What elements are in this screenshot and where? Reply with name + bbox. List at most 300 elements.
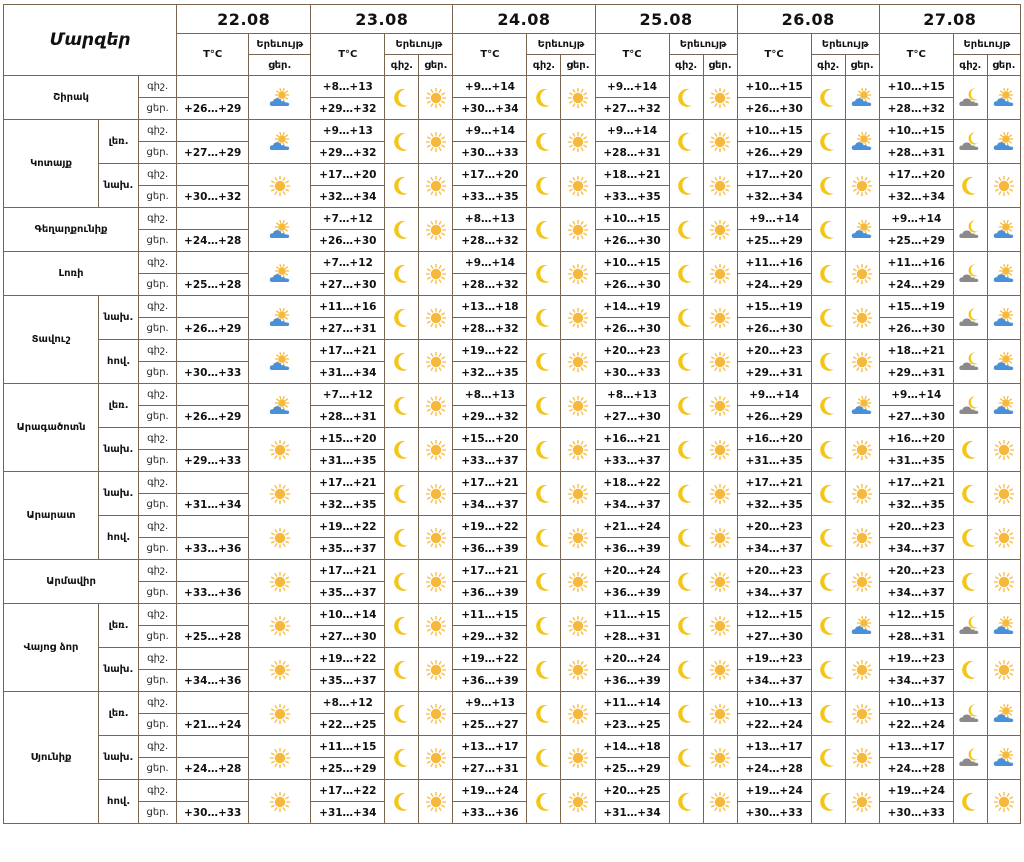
temperature: +8…+13 (595, 384, 669, 406)
weather-cell (561, 516, 595, 560)
temperature: +36…+39 (453, 538, 527, 560)
weather-cell (953, 340, 987, 384)
temperature: +30…+33 (177, 362, 249, 384)
moon-icon (954, 175, 987, 197)
weather-cell (703, 648, 737, 692)
moon-cloud-icon (954, 615, 987, 637)
sun-icon (704, 483, 737, 505)
temperature: +24…+28 (737, 758, 811, 780)
moon-icon (385, 175, 418, 197)
temperature: +31…+35 (879, 450, 953, 472)
table-header (4, 5, 1021, 76)
moon-icon (812, 219, 845, 241)
temperature: +33…+35 (595, 186, 669, 208)
weather-cell (987, 208, 1020, 252)
moon-icon (385, 263, 418, 285)
table-row (4, 472, 1021, 494)
temperature: +19…+22 (311, 516, 385, 538)
sun-cloud-icon (249, 351, 310, 373)
moon-icon (812, 747, 845, 769)
temperature: +27…+31 (311, 318, 385, 340)
temperature: +20…+24 (595, 560, 669, 582)
temperature: +9…+13 (453, 692, 527, 714)
temperature: +34…+37 (879, 582, 953, 604)
sun-icon (704, 263, 737, 285)
sun-icon (704, 703, 737, 725)
time-of-day: գիշ. (139, 648, 177, 670)
region-name: Սյունիք (4, 692, 99, 824)
subzone-name: լեռ. (99, 692, 139, 736)
temperature: +22…+24 (737, 714, 811, 736)
sun-icon (561, 747, 594, 769)
region-name: Արագածոտն (4, 384, 99, 472)
date-header: 22.08 (177, 5, 311, 34)
moon-icon (812, 307, 845, 329)
temp-header: T°C (177, 34, 249, 76)
weather-cell (561, 604, 595, 648)
moon-icon (527, 131, 560, 153)
subzone-name: լեռ. (99, 120, 139, 164)
temperature: +28…+31 (879, 142, 953, 164)
weather-cell (953, 252, 987, 296)
temperature: +17…+21 (311, 560, 385, 582)
weather-cell (385, 472, 419, 516)
subzone-name: նախ. (99, 296, 139, 340)
time-of-day: ցեր. (139, 758, 177, 780)
weather-cell (249, 428, 311, 472)
region-name: Գեղարքունիք (4, 208, 139, 252)
sun-icon (249, 703, 310, 725)
table-row (4, 252, 1021, 274)
weather-cell (953, 208, 987, 252)
day-subheader: ցեր. (987, 55, 1020, 76)
weather-cell (249, 340, 311, 384)
moon-icon (812, 175, 845, 197)
weather-cell (385, 428, 419, 472)
temperature: +34…+37 (879, 538, 953, 560)
weather-cell (811, 428, 845, 472)
time-of-day: գիշ. (139, 252, 177, 274)
temperature: +34…+37 (737, 538, 811, 560)
date-header: 26.08 (737, 5, 879, 34)
table-row (4, 296, 1021, 318)
temperature: +15…+20 (453, 428, 527, 450)
weather-cell (419, 208, 453, 252)
time-of-day: ցեր. (139, 362, 177, 384)
time-of-day: ցեր. (139, 98, 177, 120)
sun-cloud-icon (988, 131, 1020, 153)
weather-cell (953, 428, 987, 472)
sun-cloud-icon (988, 219, 1020, 241)
moon-icon (954, 791, 987, 813)
temperature: +32…+34 (311, 186, 385, 208)
table-row (4, 76, 1021, 98)
weather-cell (987, 560, 1020, 604)
temperature: +20…+23 (737, 560, 811, 582)
moon-icon (670, 395, 703, 417)
sun-icon (419, 747, 452, 769)
phenomena-header: Երեւույթ (249, 34, 311, 55)
temperature: +29…+31 (879, 362, 953, 384)
weather-cell (249, 648, 311, 692)
temperature: +33…+37 (595, 450, 669, 472)
temperature: +28…+32 (453, 318, 527, 340)
temperature: +32…+35 (453, 362, 527, 384)
moon-icon (954, 571, 987, 593)
weather-cell (527, 780, 561, 824)
temperature: +30…+34 (453, 98, 527, 120)
weather-cell (249, 384, 311, 428)
weather-cell (385, 208, 419, 252)
temperature: +14…+18 (595, 736, 669, 758)
weather-cell (385, 164, 419, 208)
temperature: +11…+15 (595, 604, 669, 626)
sun-icon (561, 483, 594, 505)
temperature: +19…+22 (453, 340, 527, 362)
sun-cloud-icon (846, 131, 879, 153)
weather-cell (703, 76, 737, 120)
temperature: +20…+23 (595, 340, 669, 362)
weather-cell (527, 208, 561, 252)
temperature: +17…+20 (737, 164, 811, 186)
time-of-day: ցեր. (139, 670, 177, 692)
moon-icon (670, 439, 703, 461)
sun-icon (846, 571, 879, 593)
moon-icon (812, 87, 845, 109)
temperature: +10…+14 (311, 604, 385, 626)
weather-cell (703, 208, 737, 252)
weather-cell (845, 340, 879, 384)
weather-cell (249, 516, 311, 560)
moon-icon (385, 791, 418, 813)
date-header: 27.08 (879, 5, 1020, 34)
moon-icon (812, 527, 845, 549)
table-row (4, 560, 1021, 582)
day-subheader: ցեր. (561, 55, 595, 76)
weather-cell (527, 384, 561, 428)
temperature: +9…+14 (737, 208, 811, 230)
moon-icon (527, 439, 560, 461)
temperature: +23…+25 (595, 714, 669, 736)
moon-icon (670, 351, 703, 373)
weather-cell (527, 164, 561, 208)
time-of-day: ցեր. (139, 626, 177, 648)
temperature: +33…+36 (177, 582, 249, 604)
weather-cell (811, 76, 845, 120)
subzone-name: նախ. (99, 472, 139, 516)
sun-icon (419, 351, 452, 373)
time-of-day: ցեր. (139, 318, 177, 340)
weather-cell (987, 384, 1020, 428)
temperature: +7…+12 (311, 384, 385, 406)
sun-cloud-icon (988, 351, 1020, 373)
moon-icon (670, 131, 703, 153)
weather-cell (527, 252, 561, 296)
temperature: +8…+13 (453, 384, 527, 406)
sun-icon (704, 659, 737, 681)
time-of-day: ցեր. (139, 802, 177, 824)
table-row (4, 648, 1021, 670)
time-of-day: գիշ. (139, 120, 177, 142)
sun-icon (419, 527, 452, 549)
temperature: +34…+37 (737, 582, 811, 604)
weather-cell (845, 76, 879, 120)
weather-cell (987, 120, 1020, 164)
temperature (177, 340, 249, 362)
moon-icon (670, 703, 703, 725)
temperature (177, 516, 249, 538)
temperature: +31…+35 (737, 450, 811, 472)
temperature: +10…+13 (879, 692, 953, 714)
temperature: +28…+31 (595, 626, 669, 648)
temperature: +28…+31 (595, 142, 669, 164)
region-name: Շիրակ (4, 76, 139, 120)
temperature (177, 736, 249, 758)
sun-icon (419, 439, 452, 461)
sun-icon (419, 483, 452, 505)
moon-icon (954, 439, 987, 461)
weather-cell (953, 692, 987, 736)
sun-icon (419, 791, 452, 813)
sun-icon (249, 615, 310, 637)
moon-cloud-icon (954, 263, 987, 285)
moon-cloud-icon (954, 703, 987, 725)
weather-cell (527, 296, 561, 340)
moon-cloud-icon (954, 219, 987, 241)
weather-cell (527, 516, 561, 560)
temperature: +24…+29 (879, 274, 953, 296)
weather-cell (249, 120, 311, 164)
weather-cell (987, 428, 1020, 472)
sun-icon (249, 659, 310, 681)
weather-cell (561, 120, 595, 164)
sun-cloud-icon (988, 263, 1020, 285)
weather-cell (419, 428, 453, 472)
date-header: 24.08 (453, 5, 595, 34)
temperature: +20…+23 (879, 560, 953, 582)
region-name: Վայոց ձոր (4, 604, 99, 692)
weather-cell (703, 560, 737, 604)
moon-icon (527, 307, 560, 329)
weather-cell (703, 296, 737, 340)
weather-cell (811, 472, 845, 516)
temperature: +26…+30 (595, 274, 669, 296)
moon-icon (527, 527, 560, 549)
sun-icon (561, 615, 594, 637)
temperature: +36…+39 (453, 582, 527, 604)
sun-icon (419, 395, 452, 417)
temperature: +33…+35 (453, 186, 527, 208)
weather-cell (669, 296, 703, 340)
weather-cell (419, 604, 453, 648)
weather-cell (561, 692, 595, 736)
weather-cell (385, 692, 419, 736)
forecast-table (3, 4, 1021, 824)
weather-cell (669, 736, 703, 780)
weather-cell (703, 472, 737, 516)
temperature: +17…+20 (453, 164, 527, 186)
temperature: +28…+31 (311, 406, 385, 428)
table-row (4, 516, 1021, 538)
weather-cell (845, 428, 879, 472)
temperature: +17…+21 (737, 472, 811, 494)
temperature (177, 76, 249, 98)
sun-icon (846, 703, 879, 725)
region-name: Տավուշ (4, 296, 99, 384)
weather-cell (953, 384, 987, 428)
temp-header: T°C (311, 34, 385, 76)
temperature: +34…+36 (177, 670, 249, 692)
temperature: +27…+29 (177, 142, 249, 164)
night-subheader: գիշ. (811, 55, 845, 76)
weather-cell (953, 648, 987, 692)
subzone-name: հով. (99, 780, 139, 824)
moon-icon (385, 351, 418, 373)
temperature: +26…+29 (177, 318, 249, 340)
temperature: +13…+17 (453, 736, 527, 758)
region-name: Լոռի (4, 252, 139, 296)
temp-header: T°C (595, 34, 669, 76)
temperature: +21…+24 (177, 714, 249, 736)
sun-cloud-icon (988, 87, 1020, 109)
moon-icon (670, 791, 703, 813)
sun-icon (419, 131, 452, 153)
temperature: +24…+29 (737, 274, 811, 296)
moon-icon (670, 175, 703, 197)
moon-icon (385, 527, 418, 549)
temperature: +29…+32 (453, 406, 527, 428)
temperature: +15…+20 (311, 428, 385, 450)
weather-cell (561, 384, 595, 428)
sun-icon (561, 571, 594, 593)
temperature: +18…+21 (879, 340, 953, 362)
time-of-day: գիշ. (139, 516, 177, 538)
temperature: +30…+33 (879, 802, 953, 824)
time-of-day: գիշ. (139, 340, 177, 362)
moon-icon (670, 747, 703, 769)
sun-icon (704, 307, 737, 329)
weather-cell (811, 560, 845, 604)
moon-icon (812, 131, 845, 153)
weather-cell (561, 164, 595, 208)
temperature: +7…+12 (311, 208, 385, 230)
sun-icon (249, 747, 310, 769)
temperature (177, 164, 249, 186)
sun-icon (561, 659, 594, 681)
sun-icon (249, 791, 310, 813)
weather-cell (385, 340, 419, 384)
temperature: +25…+29 (311, 758, 385, 780)
sun-icon (846, 439, 879, 461)
time-of-day: ցեր. (139, 406, 177, 428)
temperature: +26…+30 (737, 318, 811, 340)
sun-cloud-icon (249, 395, 310, 417)
sun-cloud-icon (988, 615, 1020, 637)
moon-icon (527, 791, 560, 813)
temp-header: T°C (453, 34, 527, 76)
temperature (177, 472, 249, 494)
weather-cell (561, 736, 595, 780)
weather-cell (953, 736, 987, 780)
sun-icon (419, 307, 452, 329)
weather-cell (561, 428, 595, 472)
sun-icon (988, 527, 1020, 549)
temperature: +36…+39 (595, 670, 669, 692)
sun-cloud-icon (846, 615, 879, 637)
weather-cell (419, 736, 453, 780)
weather-cell (669, 648, 703, 692)
weather-cell (845, 604, 879, 648)
temperature: +10…+15 (737, 120, 811, 142)
temperature: +22…+24 (879, 714, 953, 736)
temperature: +27…+30 (737, 626, 811, 648)
sun-cloud-icon (988, 395, 1020, 417)
weather-cell (703, 340, 737, 384)
sun-icon (419, 659, 452, 681)
temperature (177, 648, 249, 670)
weather-cell (385, 780, 419, 824)
temperature: +16…+20 (737, 428, 811, 450)
weather-cell (385, 252, 419, 296)
sun-cloud-icon (249, 131, 310, 153)
temperature (177, 780, 249, 802)
sun-icon (846, 527, 879, 549)
moon-icon (385, 395, 418, 417)
weather-cell (561, 560, 595, 604)
sun-cloud-icon (249, 87, 310, 109)
sun-icon (704, 791, 737, 813)
weather-cell (527, 428, 561, 472)
subzone-name: հով. (99, 340, 139, 384)
temperature: +31…+35 (311, 450, 385, 472)
temperature: +9…+14 (879, 208, 953, 230)
temperature: +27…+30 (311, 626, 385, 648)
temperature: +33…+36 (453, 802, 527, 824)
sun-icon (704, 571, 737, 593)
day-subheader: ցեր. (703, 55, 737, 76)
moon-icon (812, 615, 845, 637)
temperature: +25…+29 (879, 230, 953, 252)
sun-icon (704, 395, 737, 417)
moon-icon (812, 263, 845, 285)
temperature: +31…+34 (595, 802, 669, 824)
weather-cell (987, 164, 1020, 208)
temperature (177, 296, 249, 318)
sun-icon (704, 351, 737, 373)
weather-cell (811, 692, 845, 736)
sun-icon (846, 307, 879, 329)
weather-cell (703, 428, 737, 472)
weather-cell (953, 296, 987, 340)
weather-cell (249, 472, 311, 516)
temperature: +13…+17 (879, 736, 953, 758)
sun-icon (561, 351, 594, 373)
weather-cell (811, 120, 845, 164)
time-of-day: գիշ. (139, 164, 177, 186)
temperature: +30…+33 (177, 802, 249, 824)
sun-icon (561, 307, 594, 329)
moon-cloud-icon (954, 747, 987, 769)
temperature: +15…+19 (879, 296, 953, 318)
temperature: +9…+14 (453, 76, 527, 98)
sun-icon (561, 439, 594, 461)
weather-cell (953, 604, 987, 648)
sun-cloud-icon (988, 307, 1020, 329)
temperature: +28…+31 (879, 626, 953, 648)
sun-icon (704, 747, 737, 769)
weather-cell (561, 76, 595, 120)
weather-cell (703, 604, 737, 648)
